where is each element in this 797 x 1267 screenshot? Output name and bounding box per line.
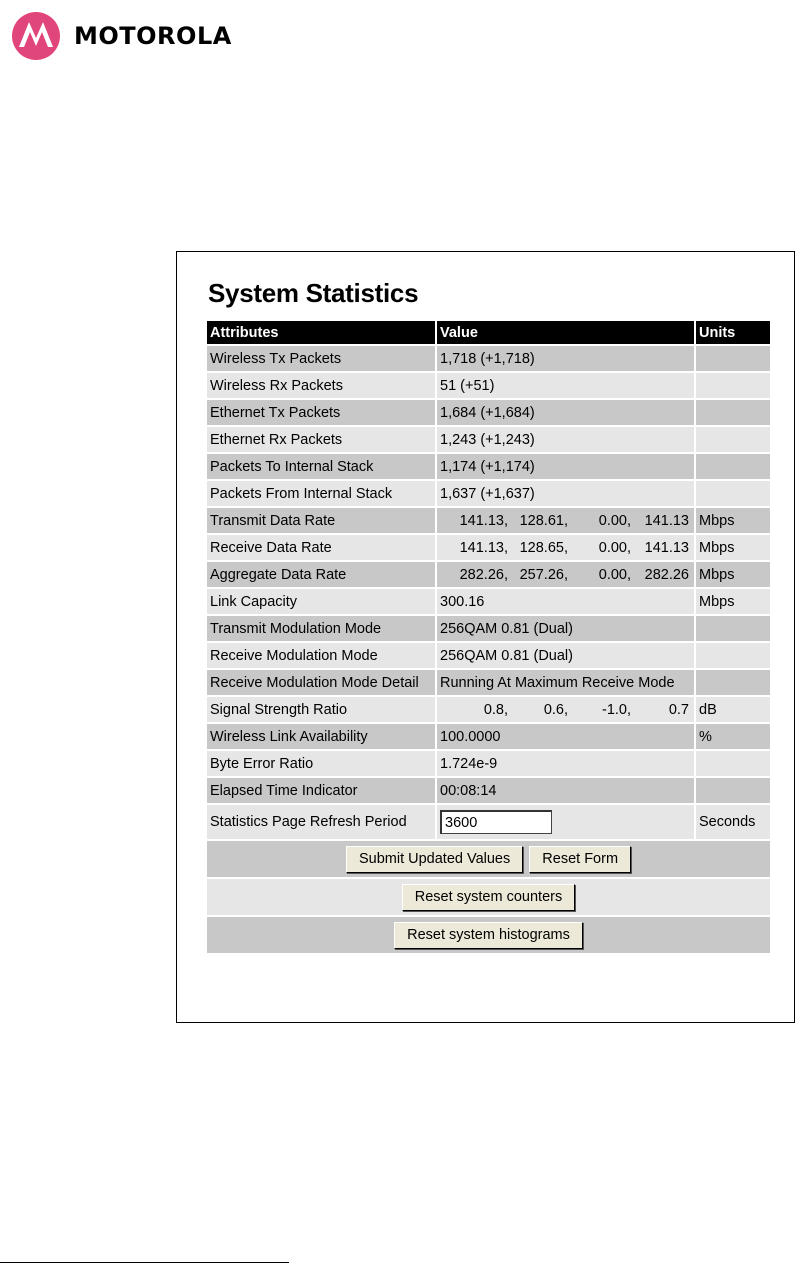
rate-value: 0.00, bbox=[598, 566, 631, 583]
table-row bbox=[207, 589, 770, 614]
row-label: Packets To Internal Stack bbox=[207, 454, 435, 479]
ssr-value: 0.7 bbox=[668, 701, 689, 718]
row-value bbox=[437, 697, 694, 722]
row-value: 256QAM 0.81 (Dual) bbox=[437, 616, 694, 641]
row-label: Wireless Tx Packets bbox=[207, 346, 435, 371]
row-value: 1.724e-9 bbox=[437, 751, 694, 776]
row-value: 1,174 (+1,174) bbox=[437, 454, 694, 479]
row-value: 51 (+51) bbox=[437, 373, 694, 398]
table-row bbox=[207, 670, 770, 695]
row-value: 00:08:14 bbox=[437, 778, 694, 803]
row-label: Wireless Rx Packets bbox=[207, 373, 435, 398]
table-row bbox=[207, 697, 770, 722]
form-buttons-row bbox=[207, 841, 770, 877]
submit-updated-values-button[interactable]: Submit Updated Values bbox=[346, 846, 523, 873]
ssr-value: -1.0, bbox=[601, 701, 631, 718]
rate-value: 141.13, bbox=[459, 539, 508, 556]
row-value: 1,718 (+1,718) bbox=[437, 346, 694, 371]
row-units: % bbox=[696, 724, 770, 749]
rate-value: 257.26, bbox=[519, 566, 568, 583]
row-units bbox=[696, 427, 770, 452]
row-units bbox=[696, 643, 770, 668]
row-label: Link Capacity bbox=[207, 589, 435, 614]
table-row bbox=[207, 508, 770, 533]
table-row bbox=[207, 616, 770, 641]
row-units bbox=[696, 616, 770, 641]
row-label: Transmit Data Rate bbox=[207, 508, 435, 533]
table-row bbox=[207, 373, 770, 398]
row-label: Aggregate Data Rate bbox=[207, 562, 435, 587]
row-units: Seconds bbox=[696, 805, 770, 839]
row-label: Receive Data Rate bbox=[207, 535, 435, 560]
table-row bbox=[207, 427, 770, 452]
row-label: Transmit Modulation Mode bbox=[207, 616, 435, 641]
motorola-batwing-icon bbox=[10, 10, 62, 62]
table-row bbox=[207, 346, 770, 371]
header-value: Value bbox=[437, 321, 694, 344]
ssr-value: 0.6, bbox=[543, 701, 568, 718]
system-statistics-panel bbox=[176, 251, 795, 1023]
row-label: Packets From Internal Stack bbox=[207, 481, 435, 506]
row-units bbox=[696, 778, 770, 803]
row-value bbox=[437, 805, 694, 839]
table-row bbox=[207, 400, 770, 425]
rate-value: 0.00, bbox=[598, 512, 631, 529]
reset-system-histograms-button[interactable]: Reset system histograms bbox=[394, 922, 583, 949]
row-label: Statistics Page Refresh Period bbox=[207, 805, 435, 839]
row-units bbox=[696, 454, 770, 479]
row-value: Running At Maximum Receive Mode bbox=[437, 670, 694, 695]
table-row bbox=[207, 481, 770, 506]
row-units: Mbps bbox=[696, 508, 770, 533]
reset-system-counters-button[interactable]: Reset system counters bbox=[402, 884, 575, 911]
row-value: 1,243 (+1,243) bbox=[437, 427, 694, 452]
motorola-logo bbox=[10, 10, 265, 62]
table-header bbox=[207, 321, 770, 344]
header-units: Units bbox=[696, 321, 770, 344]
row-label: Wireless Link Availability bbox=[207, 724, 435, 749]
row-units bbox=[696, 751, 770, 776]
row-value: 256QAM 0.81 (Dual) bbox=[437, 643, 694, 668]
row-label: Ethernet Rx Packets bbox=[207, 427, 435, 452]
rate-value: 141.13 bbox=[644, 512, 689, 529]
rate-value: 141.13 bbox=[644, 539, 689, 556]
row-units bbox=[696, 346, 770, 371]
rate-value: 141.13, bbox=[459, 512, 508, 529]
row-value bbox=[437, 535, 694, 560]
row-label: Byte Error Ratio bbox=[207, 751, 435, 776]
row-units bbox=[696, 481, 770, 506]
row-units bbox=[696, 670, 770, 695]
row-value: 1,684 (+1,684) bbox=[437, 400, 694, 425]
table-row bbox=[207, 535, 770, 560]
header-attributes: Attributes bbox=[207, 321, 435, 344]
footnote-divider bbox=[0, 1262, 289, 1263]
rate-value: 282.26, bbox=[459, 566, 508, 583]
row-label: Ethernet Tx Packets bbox=[207, 400, 435, 425]
refresh-period-input[interactable] bbox=[440, 810, 552, 834]
row-units: Mbps bbox=[696, 562, 770, 587]
table-row bbox=[207, 805, 770, 839]
table-row bbox=[207, 643, 770, 668]
row-label: Receive Modulation Mode bbox=[207, 643, 435, 668]
brand-name: MOTOROLA bbox=[74, 22, 232, 50]
rate-value: 0.00, bbox=[598, 539, 631, 556]
table-row bbox=[207, 454, 770, 479]
table-row bbox=[207, 778, 770, 803]
row-label: Elapsed Time Indicator bbox=[207, 778, 435, 803]
page-title: System Statistics bbox=[208, 278, 419, 308]
row-value: 100.0000 bbox=[437, 724, 694, 749]
row-value: 1,637 (+1,637) bbox=[437, 481, 694, 506]
rate-value: 128.65, bbox=[519, 539, 568, 556]
row-units bbox=[696, 373, 770, 398]
table-row bbox=[207, 562, 770, 587]
reset-histograms-row bbox=[207, 917, 770, 953]
row-units: Mbps bbox=[696, 535, 770, 560]
table-row bbox=[207, 724, 770, 749]
row-label: Signal Strength Ratio bbox=[207, 697, 435, 722]
reset-counters-row bbox=[207, 879, 770, 915]
row-label: Receive Modulation Mode Detail bbox=[207, 670, 435, 695]
row-value bbox=[437, 508, 694, 533]
row-value bbox=[437, 562, 694, 587]
table-row bbox=[207, 751, 770, 776]
statistics-table bbox=[205, 319, 772, 955]
row-units: dB bbox=[696, 697, 770, 722]
rate-value: 128.61, bbox=[519, 512, 568, 529]
reset-form-button[interactable]: Reset Form bbox=[529, 846, 631, 873]
row-value: 300.16 bbox=[437, 589, 694, 614]
rate-value: 282.26 bbox=[644, 566, 689, 583]
row-units: Mbps bbox=[696, 589, 770, 614]
row-units bbox=[696, 400, 770, 425]
ssr-value: 0.8, bbox=[483, 701, 508, 718]
